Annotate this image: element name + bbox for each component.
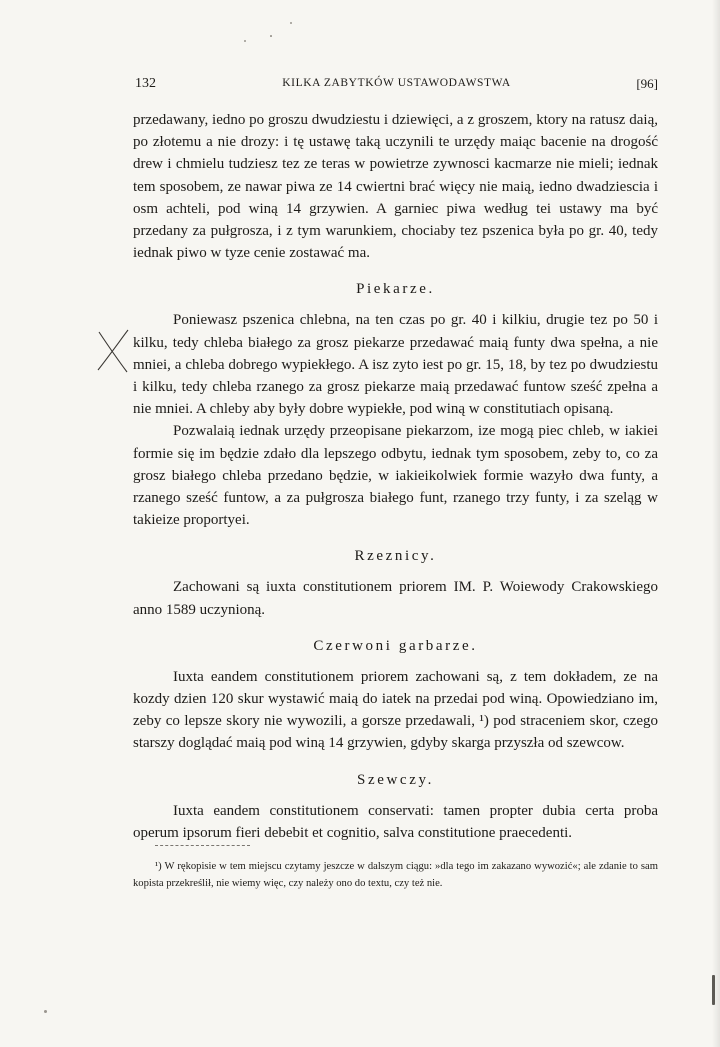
paper-speck: [244, 40, 246, 42]
page-edge-shadow: [712, 0, 720, 1047]
page-header: [135, 76, 658, 96]
paragraph-beer: przedawany, iedno po groszu dwudziestu i dziewięci, a z groszem, ktory na ratusz daią, po złotemu a nie drozy: i tę ustawę taką uczynili te urzędy maiąc bacenie na drogość drew i chmielu tudziesz tez ze teras w powietrze zywnosci kacmarze nie mieli; iednak tem sposobem, ze nawar piwa ze 14 cwiertni brać więcy nie maią, iedno dwadziescia i osm achteli, pod winą 14 grzywien. A garniec piwa według tei ustawy ma być przedany za pułgrosza, i z tym warunkiem, chociaby tez pszenica była po gr. 40, tedy iednak piwo w tyze cenie zostawać ma.: [133, 112, 658, 262]
heading-szewczy: Szewczy.: [357, 771, 434, 788]
paper-speck: [290, 22, 292, 24]
paragraph-bakers-1: Poniewasz pszenica chlebna, na ten czas po gr. 40 i kilkiu, drugie tez po 50 i kilku, tedy chleba białego za grosz piekarze przedawać maią funty dwa spełna, a nie mniei, a chleba dobrego wypiekłego. A isz zyto iest po gr. 15, 18, by tez po dwudziestu i kilku, tedy chleba rzanego za grosz piekarze maią przedawać funtow sześć zpełna a nie mniei. A chleby aby były dobre wypiekłe, pod winą w constitutiach opisaną.: [133, 312, 658, 418]
page-number: 132: [135, 76, 156, 91]
paper-speck: [270, 35, 272, 37]
paragraph-bakers-2: Pozwalaią iednak urzędy przeopisane piekarzom, ize mogą piec chleb, w iakiei formie się im będzie zdało dla lepszego odbytu, iednak tym sposobem, zeby to, co za grosz białego chleba przedano będzie, w iakieikolwiek formie wazyło dwa funty, a rzanego sześć funtow, a za pułgrosza białego funt, rzanego trzy funty, i za szeląg w takieize proportyei.: [133, 423, 658, 529]
footnote-separator: [155, 845, 250, 846]
paper-speck: [44, 1010, 47, 1013]
handwritten-x-mark: [95, 326, 131, 376]
paragraph-tanners: Iuxta eandem constitutionem priorem zachowani są, z tem dokładem, ze na kozdy dzien 120 skur wystawić maią do iatek na przedai pod winą. Opowiedziano im, zeby co lepsze skory nie wywozili, a gorsze przedawali, ¹) pod straceniem skor, czego starszy doglądać maią pod winą 14 grzywien, gdyby skarga przyszła od szewcow.: [133, 668, 658, 752]
running-title: KILKA ZABYTKÓW USTAWODAWSTWA: [282, 77, 511, 89]
heading-piekarze: Piekarze.: [356, 281, 435, 298]
page-reference: [96]: [636, 76, 658, 91]
paragraph-butchers: Zachowani są iuxta constitutionem priorem IM. P. Woiewody Crakowskiego anno 1589 uczynioną.: [133, 579, 658, 618]
paragraph-shoemakers: Iuxta eandem constitutionem conservati: tamen propter dubia certa proba operum ipsorum fieri debebit et cognitio, salva constitutione praecedenti.: [133, 802, 658, 841]
main-text: [133, 109, 658, 844]
footnote: ¹) W rękopisie w tem miejscu czytamy jeszcze w dalszym ciągu: »dla tego im zakazano wywozić«; ale zdanie to sam kopista przekreślił, nie wiemy więc, czy należy ono do textu, czy też nie.: [133, 861, 658, 889]
heading-rzeznicy: Rzeznicy.: [354, 548, 437, 565]
heading-garbarze: Czerwoni garbarze.: [313, 637, 478, 654]
